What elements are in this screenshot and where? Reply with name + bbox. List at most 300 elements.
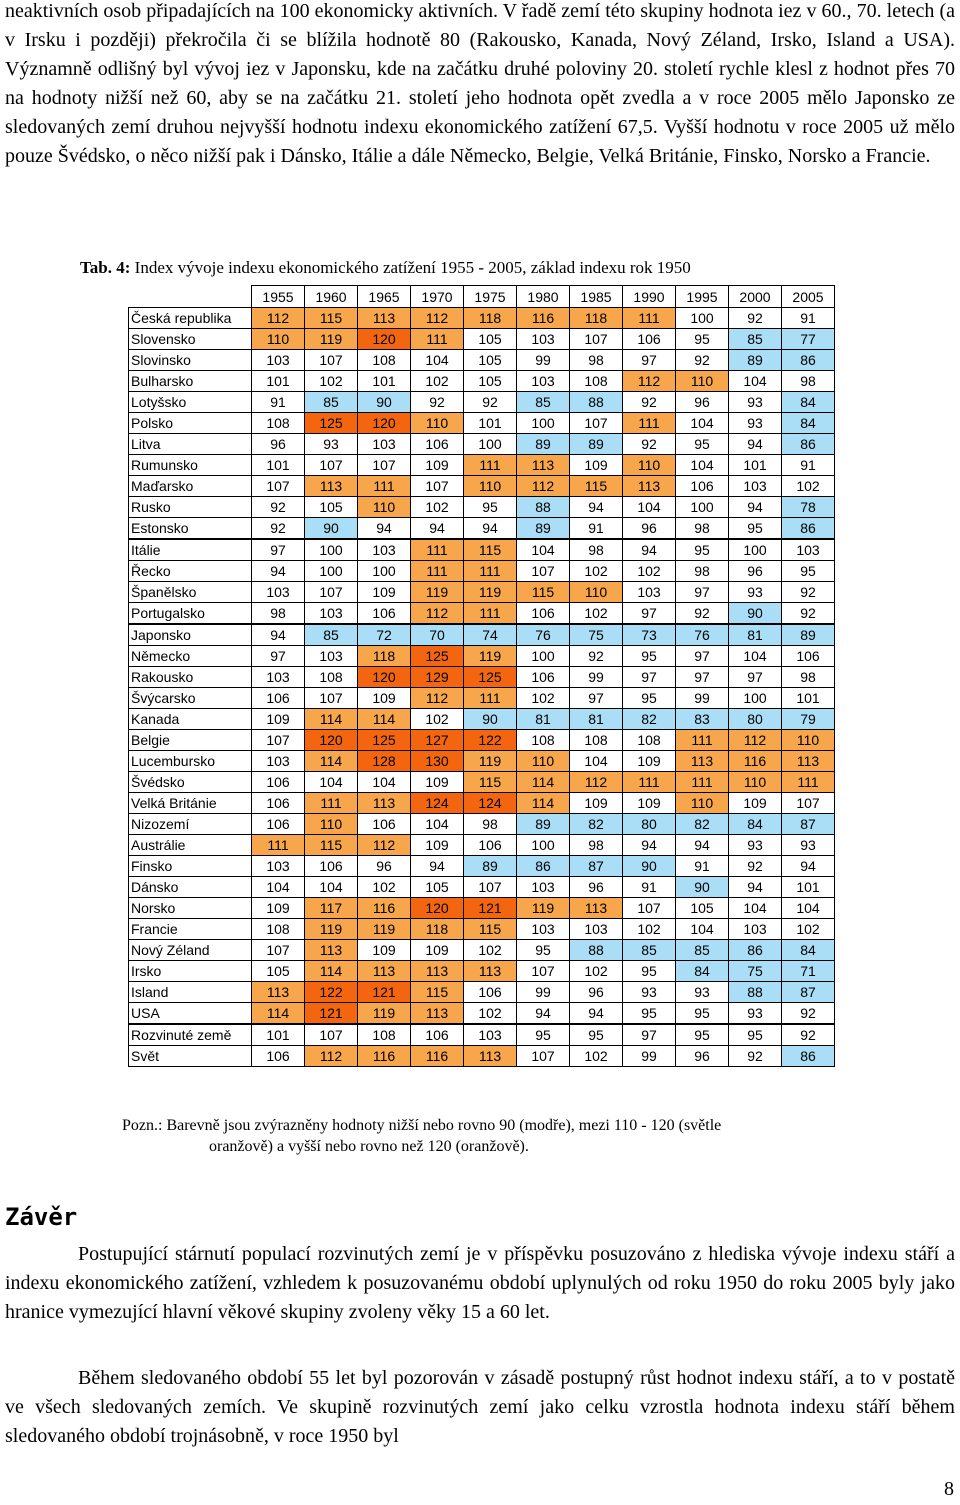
value-cell: 121 [464,898,517,919]
value-cell: 100 [305,539,358,561]
value-cell: 103 [464,1024,517,1046]
table-row [129,856,835,877]
value-cell: 87 [782,814,835,835]
value-cell: 101 [252,371,305,392]
value-cell: 92 [782,1003,835,1025]
value-cell: 104 [782,898,835,919]
value-cell: 94 [358,518,411,540]
value-cell: 120 [411,898,464,919]
table-header-row [129,286,835,308]
value-cell: 73 [623,624,676,646]
value-cell: 81 [729,624,782,646]
country-name-cell: Polsko [129,413,252,434]
value-cell: 93 [305,434,358,455]
value-cell: 87 [782,982,835,1003]
country-name-cell: Austrálie [129,835,252,856]
value-cell: 112 [411,308,464,329]
value-cell: 97 [252,539,305,561]
value-cell: 105 [411,877,464,898]
value-cell: 119 [358,919,411,940]
value-cell: 119 [358,1003,411,1025]
year-header: 1965 [358,286,411,308]
value-cell: 98 [676,561,729,582]
table-row [129,518,835,540]
value-cell: 88 [570,940,623,961]
value-cell: 118 [411,919,464,940]
value-cell: 111 [782,772,835,793]
value-cell: 92 [676,603,729,625]
table-row [129,434,835,455]
conclusion-paragraph-1: Postupující stárnutí populací rozvinutých zemí je v příspěvku posuzováno z hlediska vývoje indexu stáří a indexu ekonomického zatížení, vzhledem k posuzovanému období uplynulých od roku 1950 do roku 2005 byly jako hranice vymezující hlavní věkové skupiny zvoleny věky 15 a 60 let. [5,1243,955,1323]
value-cell: 107 [252,730,305,751]
table-row [129,476,835,497]
table-row [129,814,835,835]
country-name-cell: Rozvinuté země [129,1024,252,1046]
country-name-cell: Řecko [129,561,252,582]
value-cell: 116 [411,1046,464,1067]
value-cell: 102 [305,371,358,392]
value-cell: 121 [358,982,411,1003]
value-cell: 76 [676,624,729,646]
value-cell: 109 [729,793,782,814]
value-cell: 100 [305,561,358,582]
value-cell: 119 [464,751,517,772]
value-cell: 116 [729,751,782,772]
value-cell: 107 [517,961,570,982]
value-cell: 110 [358,497,411,518]
value-cell: 93 [729,413,782,434]
value-cell: 99 [676,688,729,709]
value-cell: 100 [517,646,570,667]
value-cell: 101 [252,455,305,476]
value-cell: 117 [305,898,358,919]
value-cell: 115 [411,982,464,1003]
value-cell: 96 [729,561,782,582]
value-cell: 107 [570,413,623,434]
value-cell: 120 [358,667,411,688]
value-cell: 80 [729,709,782,730]
table-caption-label: Tab. 4: [80,258,131,277]
value-cell: 125 [464,667,517,688]
value-cell: 93 [623,982,676,1003]
country-name-cell: Slovensko [129,329,252,350]
value-cell: 106 [464,982,517,1003]
country-name-cell: Kanada [129,709,252,730]
value-cell: 118 [358,646,411,667]
value-cell: 95 [464,497,517,518]
country-name-cell: Slovinsko [129,350,252,371]
table-caption [80,258,691,278]
value-cell: 92 [252,497,305,518]
value-cell: 111 [358,476,411,497]
value-cell: 94 [570,1003,623,1025]
value-cell: 90 [676,877,729,898]
value-cell: 74 [464,624,517,646]
value-cell: 113 [676,751,729,772]
country-name-cell: Estonsko [129,518,252,540]
value-cell: 86 [782,434,835,455]
value-cell: 75 [570,624,623,646]
value-cell: 104 [729,646,782,667]
year-header: 1960 [305,286,358,308]
value-cell: 121 [305,1003,358,1025]
value-cell: 97 [676,582,729,603]
value-cell: 85 [729,329,782,350]
table-row [129,539,835,561]
value-cell: 116 [358,898,411,919]
table-row [129,1003,835,1025]
value-cell: 105 [464,350,517,371]
table-row [129,582,835,603]
value-cell: 130 [411,751,464,772]
value-cell: 104 [517,539,570,561]
value-cell: 112 [570,772,623,793]
value-cell: 112 [411,688,464,709]
country-name-cell: Norsko [129,898,252,919]
value-cell: 104 [623,497,676,518]
value-cell: 113 [252,982,305,1003]
value-cell: 96 [570,982,623,1003]
value-cell: 106 [782,646,835,667]
value-cell: 120 [358,413,411,434]
value-cell: 93 [782,835,835,856]
value-cell: 113 [464,1046,517,1067]
year-header: 2005 [782,286,835,308]
value-cell: 95 [729,1024,782,1046]
value-cell: 84 [676,961,729,982]
value-cell: 89 [729,350,782,371]
table-row [129,688,835,709]
value-cell: 110 [464,476,517,497]
value-cell: 119 [464,582,517,603]
value-cell: 111 [464,688,517,709]
value-cell: 97 [623,603,676,625]
value-cell: 107 [517,561,570,582]
value-cell: 114 [358,709,411,730]
value-cell: 90 [464,709,517,730]
value-cell: 119 [305,329,358,350]
value-cell: 119 [464,646,517,667]
table-row [129,1024,835,1046]
value-cell: 109 [358,688,411,709]
country-name-cell: Lotyšsko [129,392,252,413]
value-cell: 97 [623,350,676,371]
value-cell: 95 [623,688,676,709]
country-name-cell: Dánsko [129,877,252,898]
value-cell: 89 [464,856,517,877]
table-row [129,667,835,688]
value-cell: 95 [517,1024,570,1046]
value-cell: 114 [305,961,358,982]
value-cell: 107 [411,476,464,497]
value-cell: 94 [782,856,835,877]
value-cell: 108 [252,413,305,434]
value-cell: 103 [782,539,835,561]
value-cell: 115 [305,835,358,856]
value-cell: 111 [464,561,517,582]
value-cell: 100 [729,688,782,709]
value-cell: 101 [252,1024,305,1046]
value-cell: 84 [782,413,835,434]
value-cell: 112 [623,371,676,392]
value-cell: 107 [305,455,358,476]
value-cell: 108 [358,1024,411,1046]
value-cell: 103 [358,539,411,561]
table-note-line-1: Pozn.: Barevně jsou zvýrazněny hodnoty nižší nebo rovno 90 (modře), mezi 110 - 120 (světle [122,1117,722,1134]
value-cell: 115 [464,919,517,940]
country-name-cell: Nový Zéland [129,940,252,961]
value-cell: 79 [782,709,835,730]
value-cell: 99 [623,1046,676,1067]
table-row [129,982,835,1003]
value-cell: 88 [570,392,623,413]
value-cell: 103 [252,751,305,772]
value-cell: 104 [676,919,729,940]
value-cell: 95 [623,961,676,982]
value-cell: 80 [623,814,676,835]
table-row [129,392,835,413]
value-cell: 103 [252,582,305,603]
value-cell: 104 [570,751,623,772]
value-cell: 111 [623,772,676,793]
country-name-cell: Rusko [129,497,252,518]
value-cell: 110 [252,329,305,350]
value-cell: 77 [782,329,835,350]
value-cell: 104 [305,772,358,793]
value-cell: 113 [358,308,411,329]
country-name-cell: Itálie [129,539,252,561]
value-cell: 95 [676,329,729,350]
value-cell: 92 [676,350,729,371]
value-cell: 93 [729,392,782,413]
table-row [129,308,835,329]
value-cell: 97 [729,667,782,688]
value-cell: 100 [517,413,570,434]
value-cell: 96 [570,877,623,898]
value-cell: 113 [411,961,464,982]
value-cell: 78 [782,497,835,518]
value-cell: 104 [411,350,464,371]
value-cell: 112 [252,308,305,329]
value-cell: 91 [570,518,623,540]
value-cell: 104 [676,413,729,434]
value-cell: 102 [411,371,464,392]
value-cell: 103 [623,582,676,603]
value-cell: 95 [676,1024,729,1046]
section-heading: Závěr [5,1203,78,1231]
table-row [129,329,835,350]
value-cell: 102 [623,919,676,940]
value-cell: 113 [358,793,411,814]
value-cell: 113 [517,455,570,476]
value-cell: 95 [729,518,782,540]
value-cell: 107 [358,455,411,476]
table-row [129,730,835,751]
value-cell: 108 [570,730,623,751]
table-row [129,898,835,919]
value-cell: 85 [305,392,358,413]
value-cell: 116 [358,1046,411,1067]
value-cell: 89 [570,434,623,455]
value-cell: 111 [623,413,676,434]
value-cell: 112 [729,730,782,751]
value-cell: 95 [623,646,676,667]
value-cell: 108 [305,667,358,688]
value-cell: 104 [411,814,464,835]
value-cell: 107 [517,1046,570,1067]
value-cell: 103 [570,919,623,940]
value-cell: 111 [464,603,517,625]
value-cell: 111 [623,308,676,329]
value-cell: 113 [305,476,358,497]
table-row [129,455,835,476]
value-cell: 76 [517,624,570,646]
value-cell: 111 [305,793,358,814]
value-cell: 89 [517,814,570,835]
value-cell: 106 [676,476,729,497]
table-row [129,772,835,793]
value-cell: 94 [729,877,782,898]
value-cell: 107 [305,688,358,709]
value-cell: 112 [411,603,464,625]
value-cell: 127 [411,730,464,751]
value-cell: 114 [517,793,570,814]
value-cell: 101 [729,455,782,476]
value-cell: 108 [623,730,676,751]
value-cell: 115 [517,582,570,603]
value-cell: 71 [782,961,835,982]
value-cell: 102 [358,877,411,898]
value-cell: 106 [411,434,464,455]
value-cell: 102 [517,688,570,709]
value-cell: 106 [305,856,358,877]
economic-load-index-table [128,285,835,1067]
value-cell: 95 [676,434,729,455]
value-cell: 94 [252,624,305,646]
value-cell: 93 [676,982,729,1003]
value-cell: 101 [464,413,517,434]
table-row [129,961,835,982]
value-cell: 94 [623,835,676,856]
year-header: 2000 [729,286,782,308]
value-cell: 104 [252,877,305,898]
value-cell: 102 [782,476,835,497]
table-row [129,1046,835,1067]
value-cell: 96 [358,856,411,877]
value-cell: 97 [676,646,729,667]
value-cell: 99 [517,350,570,371]
value-cell: 90 [305,518,358,540]
value-cell: 111 [676,730,729,751]
value-cell: 119 [517,898,570,919]
value-cell: 107 [305,582,358,603]
value-cell: 102 [570,1046,623,1067]
value-cell: 105 [252,961,305,982]
value-cell: 104 [305,877,358,898]
value-cell: 101 [358,371,411,392]
value-cell: 113 [305,940,358,961]
table-row [129,624,835,646]
value-cell: 119 [411,582,464,603]
value-cell: 104 [358,772,411,793]
value-cell: 120 [305,730,358,751]
value-cell: 94 [411,518,464,540]
value-cell: 103 [517,371,570,392]
value-cell: 92 [782,1024,835,1046]
table-row [129,940,835,961]
value-cell: 110 [305,814,358,835]
value-cell: 95 [570,1024,623,1046]
value-cell: 106 [252,1046,305,1067]
value-cell: 85 [305,624,358,646]
value-cell: 108 [570,371,623,392]
value-cell: 105 [464,371,517,392]
value-cell: 84 [782,940,835,961]
value-cell: 109 [411,940,464,961]
value-cell: 92 [411,392,464,413]
value-cell: 81 [517,709,570,730]
value-cell: 103 [252,667,305,688]
value-cell: 106 [252,688,305,709]
value-cell: 124 [411,793,464,814]
page-number: 8 [944,1478,954,1500]
value-cell: 106 [252,793,305,814]
value-cell: 105 [464,329,517,350]
value-cell: 75 [729,961,782,982]
table-row [129,561,835,582]
value-cell: 96 [623,518,676,540]
table-row [129,793,835,814]
table-note [122,1115,842,1157]
value-cell: 98 [782,371,835,392]
value-cell: 103 [358,434,411,455]
value-cell: 104 [676,455,729,476]
country-name-cell: Rumunsko [129,455,252,476]
table-row [129,497,835,518]
country-name-cell: Belgie [129,730,252,751]
value-cell: 125 [358,730,411,751]
value-cell: 102 [411,497,464,518]
value-cell: 107 [464,877,517,898]
value-cell: 97 [623,667,676,688]
year-header: 1970 [411,286,464,308]
value-cell: 97 [570,688,623,709]
value-cell: 102 [464,940,517,961]
value-cell: 103 [305,646,358,667]
value-cell: 86 [517,856,570,877]
value-cell: 110 [729,772,782,793]
value-cell: 110 [782,730,835,751]
value-cell: 103 [729,476,782,497]
value-cell: 111 [464,455,517,476]
value-cell: 98 [252,603,305,625]
value-cell: 109 [570,455,623,476]
value-cell: 92 [570,646,623,667]
value-cell: 103 [729,919,782,940]
value-cell: 94 [729,497,782,518]
value-cell: 89 [517,518,570,540]
value-cell: 99 [570,667,623,688]
value-cell: 98 [570,350,623,371]
table-row [129,919,835,940]
year-header: 1985 [570,286,623,308]
value-cell: 106 [252,814,305,835]
value-cell: 103 [517,919,570,940]
country-name-cell: Svět [129,1046,252,1067]
value-cell: 102 [623,561,676,582]
value-cell: 94 [517,1003,570,1025]
table-row [129,603,835,625]
